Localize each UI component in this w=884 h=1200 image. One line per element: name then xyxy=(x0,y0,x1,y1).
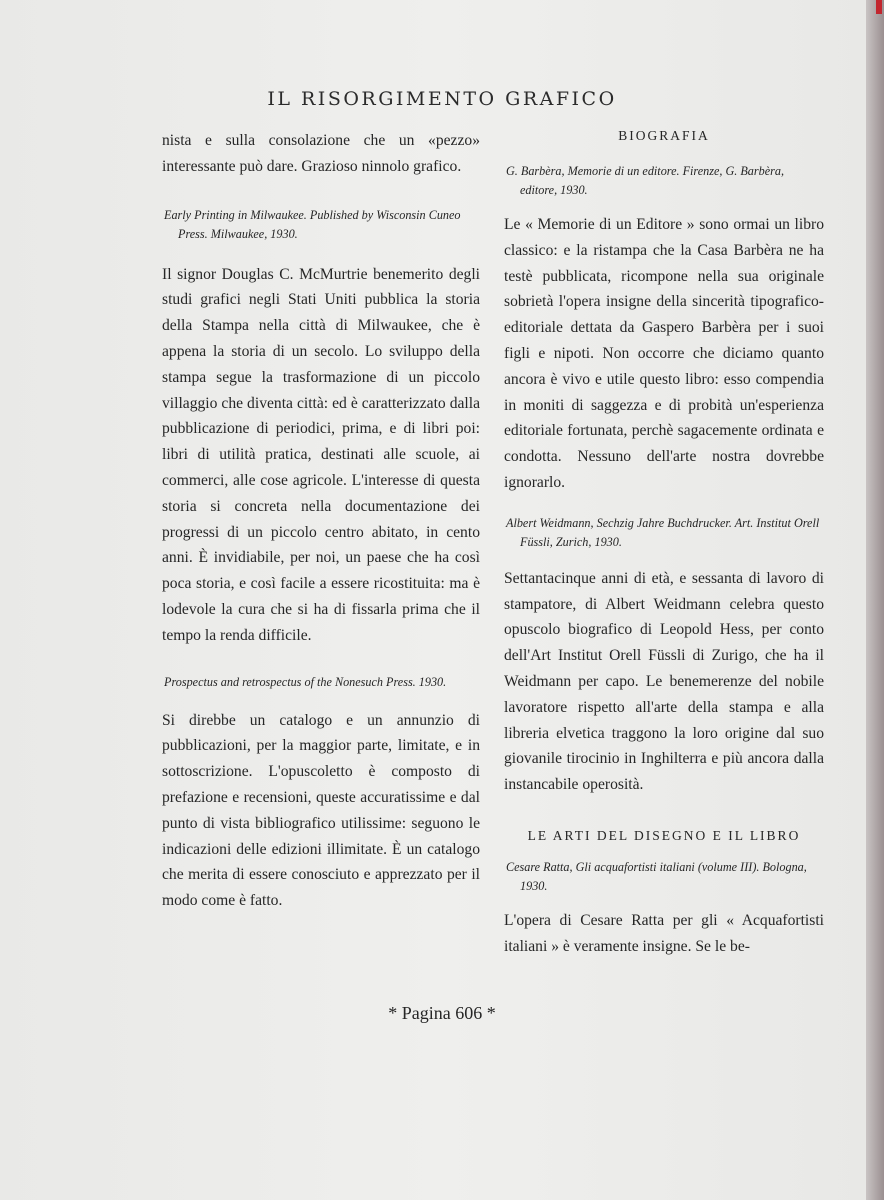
right-paragraph-3: L'opera di Cesare Ratta per gli « Acquafortisti italiani » è veramente insigne. Se le be- xyxy=(504,911,824,955)
section-heading-arti: LE ARTI DEL DISEGNO E IL LIBRO xyxy=(527,827,801,843)
running-header: IL RISORGIMENTO GRAFICO xyxy=(267,88,617,110)
right-citation-3: Cesare Ratta, Gli acquafortisti italiani (volume III). Bologna, 1930. xyxy=(506,859,807,893)
left-paragraph-1: nista e sulla consolazione che un «pezzo» interessante può dare. Grazioso ninnolo grafico. xyxy=(162,132,480,175)
left-paragraph-2: Il signor Douglas C. McMurtrie benemerito degli studi grafici negli Stati Uniti pubblica la storia della Stampa nella città di Milwaukee, che è appena la storia di un secolo. Lo sviluppo della stampa segue la trasformazione di un piccolo villaggio che diventa città: ed è caratterizzato dalla pubblicazione di periodici, prima, e di libri poi: libri di utilità pratica, destinati alle scuole, ai commerci, alle cose agricole. L'interesse di questa storia si concreta nella documentazione dei progressi di un piccolo centro abitato, in cento anni. È invidiabile, per noi, un paese che ha così poca storia, e così facile a essere ricostituita: ma è lodevole la cura che si ha di fissarla prima che il tempo la renda difficile. xyxy=(162,265,480,644)
right-paragraph-1: Le « Memorie di un Editore » sono ormai un libro classico: e la ristampa che la Casa Barbèra ne ha testè pubblicata, ricompone nella sua originale sobrietà l'opera insigne della sincerità tipografico-editoriale dettata da Gaspero Barbèra per i suoi figli e nipoti. Non occorre che diciamo quanto ancora è vivo e utile questo libro: esso compendia in moniti di saggezza e di probità un'esperienza editoriale fortunata, perchè sagacemente ordinata e condotta. Nessuno dell'arte nostra dovrebbe ignorarlo. xyxy=(504,216,824,491)
left-citation-2: Prospectus and retrospectus of the Nonesuch Press. 1930. xyxy=(164,674,447,689)
section-heading-biografia: BIOGRAFIA xyxy=(618,128,710,143)
left-column xyxy=(162,128,480,914)
right-column xyxy=(504,128,824,960)
right-paragraph-2: Settantacinque anni di età, e sessanta di lavoro di stampatore, di Albert Weidmann celebra questo opuscolo biografico di Leopold Hess, per conto dell'Art Institut Orell Füssli di Zurigo, che ha il Weidmann per capo. Le benemerenze del nobile lavoratore rispetto all'arte della stampa e alla libreria elvetica traggono la loro origine dal suo giovanile tirocinio in Inghilterra e più ancora dalla instancabile operosità. xyxy=(504,569,824,794)
page-number: * Pagina 606 * xyxy=(388,1003,496,1023)
left-paragraph-3: Si direbbe un catalogo e un annunzio di pubblicazioni, per la maggior parte, limitate, e in sottoscrizione. L'opuscoletto è composto di prefazione e recensioni, queste accuratissime e dal punto di vista bibliografico utilissime: seguono le indicazioni delle edizioni illimitate. È un catalogo che merita di essere conosciuto e apprezzato per il modo come è fatto. xyxy=(162,711,480,910)
red-corner-mark xyxy=(876,0,882,14)
left-citation-1: Early Printing in Milwaukee. Published by Wisconsin Cuneo Press. Milwaukee, 1930. xyxy=(164,207,461,241)
right-citation-2: Albert Weidmann, Sechzig Jahre Buchdrucker. Art. Institut Orell Füssli, Zurich, 1930. xyxy=(506,515,820,549)
right-citation-1: G. Barbèra, Memorie di un editore. Firenze, G. Barbèra, editore, 1930. xyxy=(506,164,785,197)
